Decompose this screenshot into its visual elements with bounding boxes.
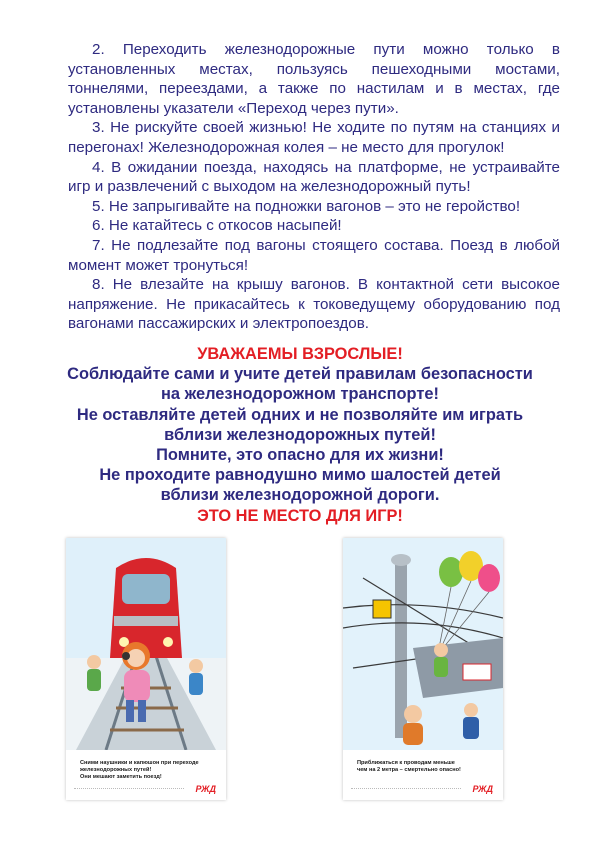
- poster-train-headphones: [66, 538, 226, 800]
- poster-caption: Приближаться к проводам меньше чем на 2 метра – смертельно опасно!: [357, 760, 461, 773]
- rule-5: 5. Не запрыгивайте на подножки вагонов – это не геройство!: [92, 197, 521, 215]
- poster-caption: Сними наушники и капюшон при переходе железнодорожных путей! Они мешают заметить поезд!: [80, 760, 199, 780]
- appeal-line: Соблюдайте сами и учите детей правилам безопасности: [67, 365, 533, 384]
- appeal-line: Не оставляйте детей одних и не позволяйте им играть: [76, 405, 524, 424]
- appeal-line: вблизи железнодорожных путей!: [164, 425, 436, 444]
- appeal-closing: ЭТО НЕ МЕСТО ДЛЯ ИГР!: [197, 506, 403, 525]
- rule-4: 4. В ожидании поезда, находясь на платформе, не устраивайте игр и развлечений с выходом на железнодорожный путь!: [68, 158, 560, 196]
- fine-print-line: [74, 788, 184, 794]
- rule-8: 8. Не влезайте на крышу вагонов. В контактной сети высокое напряжение. Не прикасайтесь к токоведущему оборудованию под вагонами пассажирских и электропоездов.: [68, 276, 560, 333]
- rule-7: 7. Не подлезайте под вагоны стоящего состава. Поезд в любой момент может тронуться!: [68, 236, 560, 274]
- rule-6: 6. Не катайтесь с откосов насыпей!: [92, 217, 342, 235]
- appeal-line: Не проходите равнодушно мимо шалостей детей: [99, 466, 501, 485]
- rzd-logo: РЖД: [195, 784, 216, 794]
- train-illustration: [66, 538, 226, 750]
- appeal-line: Помните, это опасно для их жизни!: [156, 446, 444, 465]
- safety-rules: [68, 40, 560, 334]
- rule-2: 2. Переходить железнодорожные пути можно только в установленных местах, пользуясь пешеходными мостами, тоннелями, переездами, а также по настилам и в местах, где установлены указатели «Переход через пути».: [68, 41, 560, 117]
- rule-3: 3. Не рискуйте своей жизнью! Не ходите по путям на станциях и перегонах! Железнодорожная колея – не место для прогулок!: [68, 119, 560, 156]
- adult-appeal: [40, 344, 560, 526]
- poster-overhead-wires: [343, 538, 503, 800]
- rzd-logo: РЖД: [472, 784, 493, 794]
- appeal-line: на железнодорожном транспорте!: [161, 385, 439, 404]
- appeal-line: вблизи железнодорожной дороги.: [160, 486, 440, 505]
- appeal-heading: УВАЖАЕМЫ ВЗРОСЛЫЕ!: [197, 345, 403, 363]
- wires-illustration: [343, 538, 503, 750]
- fine-print-line: [351, 788, 461, 794]
